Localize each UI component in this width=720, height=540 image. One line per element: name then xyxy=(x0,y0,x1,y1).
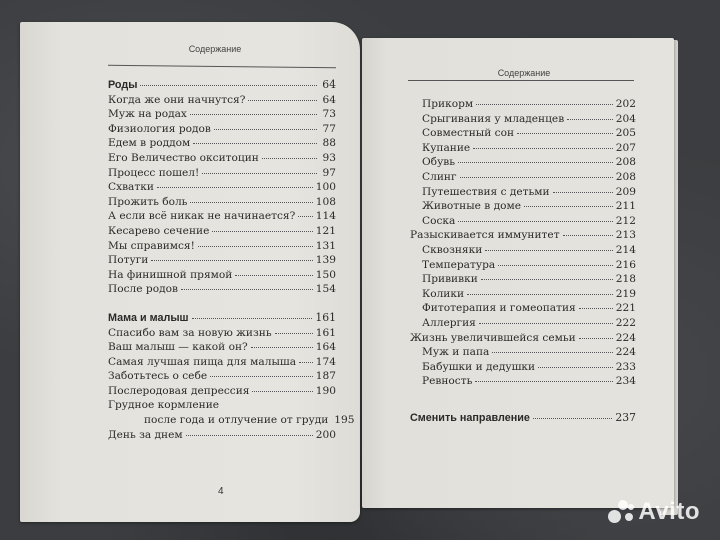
toc-entry xyxy=(410,272,636,287)
toc-entry xyxy=(108,326,336,341)
toc-entry xyxy=(108,136,336,151)
toc-entry-title: Обувь xyxy=(422,156,456,169)
toc-entry-title: Мы справимся! xyxy=(108,239,195,252)
dot-leader xyxy=(193,142,317,144)
toc-entry xyxy=(108,107,336,122)
section-gap xyxy=(108,297,336,311)
toc-entry-page: 213 xyxy=(615,229,636,242)
toc-entry xyxy=(410,141,636,156)
toc-entry xyxy=(108,355,336,370)
toc-entry-title: Физиология родов xyxy=(108,122,211,135)
toc-entry-title: Процесс пошел! xyxy=(108,166,200,179)
toc-entry xyxy=(108,239,336,254)
toc-entry-page: 73 xyxy=(322,108,336,121)
toc-part-entry xyxy=(410,411,636,426)
toc-entry-page: 64 xyxy=(322,78,336,91)
toc-entry-page: 214 xyxy=(615,243,636,256)
toc-entry-page: 150 xyxy=(315,268,336,281)
dot-leader xyxy=(210,375,313,377)
toc-entry-title: Сквозняки xyxy=(422,243,483,256)
toc-entry-title: Фитотерапия и гомеопатия xyxy=(422,302,576,315)
toc-entry-page: 77 xyxy=(322,122,336,135)
toc-entry-page: 190 xyxy=(315,384,336,397)
toc-entry-title: Грудное кормление xyxy=(108,399,220,412)
toc-entry-page: 108 xyxy=(315,195,336,208)
toc-entry-title: Разыскивается иммунитет xyxy=(410,229,560,242)
dot-leader xyxy=(262,157,317,159)
toc-entry-page: 237 xyxy=(615,410,636,424)
toc-entry-page: 224 xyxy=(615,331,636,344)
left-running-head: Содержание xyxy=(188,44,242,54)
toc-entry-page: 211 xyxy=(615,200,636,213)
section-gap xyxy=(410,389,636,411)
toc-entry-page: 234 xyxy=(615,375,636,388)
dot-leader xyxy=(140,84,317,86)
right-toc xyxy=(410,97,636,425)
toc-entry xyxy=(410,185,636,200)
toc-entry-page: 222 xyxy=(615,316,636,329)
toc-entry xyxy=(410,301,636,316)
right-header-rule xyxy=(408,80,634,81)
toc-entry-title: Ревность xyxy=(422,375,473,388)
toc-entry-page: 208 xyxy=(615,156,636,169)
toc-part-entry xyxy=(108,78,336,93)
toc-entry-title: Едем в роддом xyxy=(108,137,191,150)
toc-entry xyxy=(108,369,336,384)
dot-leader xyxy=(579,337,613,339)
toc-entry-page: 139 xyxy=(315,254,336,267)
toc-entry-title: Ваш малыш — какой он? xyxy=(108,341,248,354)
dot-leader xyxy=(458,220,612,222)
toc-entry-title: Потуги xyxy=(108,254,149,267)
toc-entry-page: 224 xyxy=(615,346,636,359)
toc-entry xyxy=(410,374,636,389)
toc-entry-title: Соска xyxy=(422,214,456,227)
toc-entry xyxy=(410,258,636,273)
dot-leader xyxy=(235,274,312,276)
dot-leader xyxy=(476,103,613,105)
toc-entry xyxy=(410,331,636,346)
toc-entry-title: Бабушки и дедушки xyxy=(422,360,536,373)
toc-entry xyxy=(108,398,336,413)
dot-leader xyxy=(492,351,612,353)
toc-entry-title: Аллергия xyxy=(422,316,476,329)
toc-entry-page: 195 xyxy=(334,414,355,427)
toc-entry-page: 93 xyxy=(322,151,336,164)
dot-leader xyxy=(479,322,613,324)
toc-entry xyxy=(410,97,636,112)
toc-entry-page: 88 xyxy=(322,137,336,150)
dot-leader xyxy=(157,186,313,188)
toc-entry-page: 131 xyxy=(315,239,336,252)
toc-entry xyxy=(108,166,336,181)
toc-entry-page: 218 xyxy=(615,273,636,286)
dot-leader xyxy=(252,390,312,392)
toc-entry-page: 164 xyxy=(315,341,336,354)
toc-entry-page: 216 xyxy=(615,258,636,271)
dot-leader xyxy=(524,205,613,207)
toc-entry-page: 209 xyxy=(615,185,636,198)
toc-entry-title: День за днем xyxy=(108,428,183,441)
toc-entry xyxy=(410,155,636,170)
dot-leader xyxy=(475,380,612,382)
toc-entry xyxy=(108,253,336,268)
toc-entry-page: 221 xyxy=(615,302,636,315)
toc-entry xyxy=(108,122,336,137)
toc-entry-page: 100 xyxy=(315,181,336,194)
toc-entry-page: 205 xyxy=(615,127,636,140)
toc-entry-page: 187 xyxy=(315,370,336,383)
toc-entry-title: А если всё никак не начинается? xyxy=(108,210,296,223)
toc-entry xyxy=(410,170,636,185)
avito-dots-icon xyxy=(608,500,634,524)
toc-entry-title: Муж на родах xyxy=(108,108,187,121)
toc-entry-title: Колики xyxy=(422,287,465,300)
dot-leader xyxy=(460,176,613,178)
dot-leader xyxy=(190,201,312,203)
toc-entry-title: После родов xyxy=(108,283,178,296)
dot-leader xyxy=(190,113,317,115)
toc-entry-title: Самая лучшая пища для малыша xyxy=(108,355,297,368)
toc-entry-title: Когда же они начнутся? xyxy=(108,93,246,106)
toc-entry-title: Температура xyxy=(422,258,496,271)
toc-entry-title: Мама и малыш xyxy=(108,311,189,324)
toc-entry-title: Совместный сон xyxy=(422,127,515,140)
toc-entry-title: Схватки xyxy=(108,181,154,194)
toc-entry xyxy=(410,228,636,243)
toc-entry-page: 202 xyxy=(615,98,636,110)
toc-entry xyxy=(410,112,636,127)
dot-leader xyxy=(467,293,613,295)
toc-entry-page: 114 xyxy=(315,210,336,223)
toc-entry xyxy=(108,413,355,428)
dot-leader xyxy=(567,118,613,120)
toc-entry xyxy=(108,224,336,239)
right-running-head: Содержание xyxy=(497,68,551,78)
toc-entry xyxy=(410,345,636,360)
toc-entry xyxy=(410,287,636,302)
toc-entry-title: Слинг xyxy=(422,170,457,183)
toc-entry-title: Прожить боль xyxy=(108,195,188,208)
toc-entry xyxy=(108,428,336,443)
dot-leader xyxy=(299,361,313,363)
avito-watermark xyxy=(608,498,700,526)
dot-leader xyxy=(151,259,312,261)
dot-leader xyxy=(248,99,317,101)
toc-entry xyxy=(108,209,336,224)
toc-entry-title: На финишной прямой xyxy=(108,268,233,281)
toc-entry-title: Купание xyxy=(422,141,471,154)
toc-entry xyxy=(108,340,336,355)
dot-leader xyxy=(298,215,312,217)
toc-entry xyxy=(108,282,336,297)
dot-leader xyxy=(485,249,612,251)
dot-leader xyxy=(212,230,312,232)
page-number: 4 xyxy=(218,486,224,497)
toc-entry-page: 161 xyxy=(315,310,336,324)
toc-entry xyxy=(108,384,336,399)
toc-entry-title: Его Величество окситоцин xyxy=(108,151,259,164)
dot-leader xyxy=(533,417,612,419)
dot-leader xyxy=(458,161,613,163)
toc-entry-page: 161 xyxy=(315,326,336,339)
toc-entry-page: 204 xyxy=(615,112,636,125)
dot-leader xyxy=(579,307,613,309)
toc-entry-title: Путешествия с детьми xyxy=(422,185,550,198)
toc-entry-title: Послеродовая депрессия xyxy=(108,384,250,397)
toc-entry xyxy=(410,243,636,258)
dot-leader xyxy=(192,317,313,319)
toc-entry-page: 233 xyxy=(615,360,636,373)
dot-leader xyxy=(202,172,317,174)
dot-leader xyxy=(251,346,313,348)
toc-entry-title: Роды xyxy=(108,79,138,91)
toc-entry-page: 97 xyxy=(322,166,336,179)
toc-entry xyxy=(108,195,336,210)
toc-entry xyxy=(410,126,636,141)
dot-leader xyxy=(181,288,313,290)
toc-entry xyxy=(108,93,336,108)
dot-leader xyxy=(275,332,313,334)
toc-entry xyxy=(410,214,636,229)
toc-entry-page: 200 xyxy=(315,428,336,441)
toc-entry-page: 121 xyxy=(315,224,336,237)
toc-entry-title: Прививки xyxy=(422,273,478,286)
left-toc xyxy=(108,78,355,442)
toc-entry-page: 208 xyxy=(615,170,636,183)
toc-entry xyxy=(108,151,336,166)
toc-entry-title: Прикорм xyxy=(422,98,474,110)
dot-leader xyxy=(517,132,613,134)
toc-entry-title: Муж и папа xyxy=(422,346,490,359)
dot-leader xyxy=(553,191,613,193)
dot-leader xyxy=(186,434,313,436)
toc-entry-title: Кесарево сечение xyxy=(108,224,210,237)
dot-leader xyxy=(481,278,613,280)
toc-entry-title: Животные в доме xyxy=(422,200,522,213)
toc-entry-page: 154 xyxy=(315,283,336,296)
dot-leader xyxy=(214,128,317,130)
toc-entry-title: Спасибо вам за новую жизнь xyxy=(108,326,272,339)
toc-entry xyxy=(410,199,636,214)
toc-entry-title: после года и отлучение от груди xyxy=(144,414,329,427)
toc-entry xyxy=(108,180,336,195)
toc-entry-page: 174 xyxy=(315,355,336,368)
toc-entry xyxy=(410,360,636,375)
toc-entry-page: 64 xyxy=(322,93,336,106)
toc-entry-title: Заботьтесь о себе xyxy=(108,370,208,383)
dot-leader xyxy=(498,264,613,266)
toc-entry-page: 207 xyxy=(615,141,636,154)
toc-entry xyxy=(410,316,636,331)
dot-leader xyxy=(538,366,613,368)
toc-entry xyxy=(108,268,336,283)
toc-entry-page: 219 xyxy=(615,287,636,300)
dot-leader xyxy=(563,234,613,236)
dot-leader xyxy=(473,147,613,149)
toc-part-entry xyxy=(108,311,336,326)
toc-entry-page: 212 xyxy=(615,214,636,227)
toc-entry-title: Жизнь увеличившейся семьи xyxy=(410,331,576,344)
toc-entry-title: Сменить направление xyxy=(410,411,530,424)
dot-leader xyxy=(198,245,313,247)
toc-entry-title: Срыгивания у младенцев xyxy=(422,112,565,125)
avito-wordmark: Avito xyxy=(638,498,700,525)
